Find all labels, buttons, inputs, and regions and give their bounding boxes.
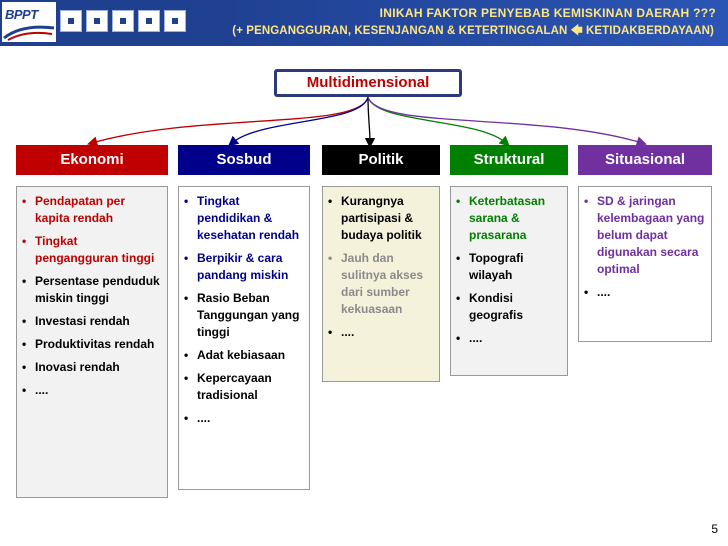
category-header-situasional: Situasional (578, 145, 712, 175)
list-item: • SD & jaringan kelembagaan yang belum dapat digunakan secara optimal (583, 193, 707, 278)
list-item: • Kondisi geografis (455, 290, 563, 324)
page-subtitle: (+ PENGANGGURAN, KESENJANGAN & KETERTINGGALAN 🡄 KETIDAKBERDAYAAN) (232, 25, 714, 37)
list-struktural (455, 193, 563, 347)
arrow-to-ekonomi (92, 97, 368, 143)
list-item: • Produktivitas rendah (21, 336, 163, 353)
list-item: • Kepercayaan tradisional (183, 370, 305, 404)
list-item: • Tingkat pengangguran tinggi (21, 233, 163, 267)
list-item: • Kurangnya partisipasi & budaya politik (327, 193, 435, 244)
column-ekonomi (16, 186, 168, 498)
list-item: • Keterbatasan sarana & prasarana (455, 193, 563, 244)
list-item: • Topografi wilayah (455, 250, 563, 284)
list-item: • .... (183, 410, 305, 427)
category-header-struktural: Struktural (450, 145, 568, 175)
arrow-to-struktural (368, 97, 506, 143)
arrow-to-sosbud (232, 97, 368, 143)
root-node-multidimensional: Multidimensional (274, 69, 462, 97)
list-item: • Inovasi rendah (21, 359, 163, 376)
column-situasional (578, 186, 712, 342)
category-header-sosbud: Sosbud (178, 145, 310, 175)
page-number: 5 (711, 522, 718, 536)
category-header-politik: Politik (322, 145, 440, 175)
list-item: • Investasi rendah (21, 313, 163, 330)
list-item: • .... (583, 284, 707, 301)
column-sosbud (178, 186, 310, 490)
column-struktural (450, 186, 568, 376)
list-ekonomi (21, 193, 163, 399)
list-item: • .... (327, 324, 435, 341)
list-item: • Adat kebiasaan (183, 347, 305, 364)
list-situasional (583, 193, 707, 301)
list-politik (327, 193, 435, 341)
list-item: • .... (455, 330, 563, 347)
list-item: • Berpikir & cara pandang miskin (183, 250, 305, 284)
category-header-ekonomi: Ekonomi (16, 145, 168, 175)
arrow-to-politik (368, 97, 370, 143)
page-title: INIKAH FAKTOR PENYEBAB KEMISKINAN DAERAH ??? (379, 6, 716, 20)
list-item: • Rasio Beban Tanggungan yang tinggi (183, 290, 305, 341)
list-item: • Jauh dan sulitnya akses dari sumber kekuasaan (327, 250, 435, 318)
arrow-to-situasional (368, 97, 642, 143)
logo-text: BPPT (5, 7, 38, 22)
list-item: • Tingkat pendidikan & kesehatan rendah (183, 193, 305, 244)
list-sosbud (183, 193, 305, 427)
list-item: • .... (21, 382, 163, 399)
list-item: • Pendapatan per kapita rendah (21, 193, 163, 227)
list-item: • Persentase penduduk miskin tinggi (21, 273, 163, 307)
column-politik (322, 186, 440, 382)
